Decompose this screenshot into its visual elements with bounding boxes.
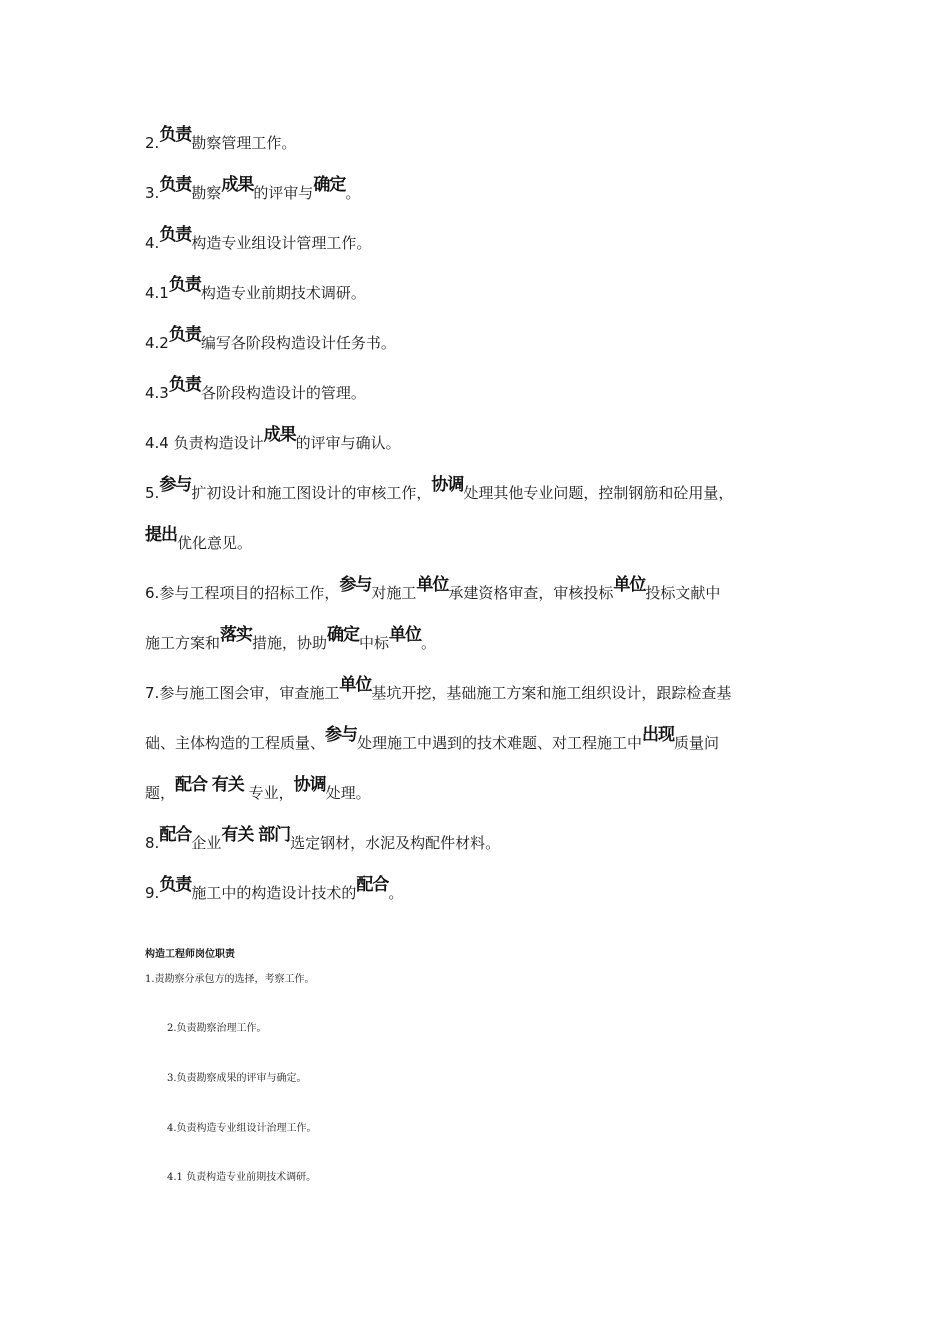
item-number: 7. <box>145 684 160 702</box>
highlight-term: 负责 <box>159 175 192 195</box>
item-text: 。 <box>421 634 437 652</box>
highlight-term: 单位 <box>389 625 422 645</box>
highlight-term: 有关 <box>221 825 254 845</box>
item-number: 6. <box>145 584 160 602</box>
duty-line-4-4 <box>145 425 810 453</box>
highlight-term: 配合 <box>356 875 389 895</box>
duty-line-4-3 <box>145 375 810 403</box>
duty-line-9 <box>145 875 810 903</box>
item-number: 4.3 <box>145 384 169 402</box>
section-title: 构造工程师岗位职责 <box>145 949 235 960</box>
highlight-term: 负责 <box>168 375 201 395</box>
item-number: 4.4 <box>145 434 169 452</box>
duty-line-5 <box>145 475 810 503</box>
item-text: 的评审与确认。 <box>295 434 401 452</box>
item-text: 各阶段构造设计的管理。 <box>200 384 366 402</box>
duty-line-5-cont <box>145 525 810 553</box>
item-text: 构造专业前期技术调研。 <box>200 284 366 302</box>
duty-line-4 <box>145 225 810 253</box>
section-item: 1.责勘察分承包方的选择，考察工作。 <box>145 974 315 985</box>
highlight-term: 参与 <box>325 725 358 745</box>
duty-line-7-cont2 <box>145 775 810 803</box>
item-number: 2. <box>145 134 160 152</box>
duty-line-6-cont <box>145 625 810 653</box>
duty-line-6 <box>145 575 810 603</box>
highlight-term: 配合 <box>159 825 192 845</box>
highlight-term: 单位 <box>613 575 646 595</box>
highlight-term: 落实 <box>220 625 253 645</box>
highlight-term: 负责 <box>168 275 201 295</box>
highlight-term: 协调 <box>431 475 464 495</box>
duty-line-7-cont <box>145 725 810 753</box>
duty-line-4-1 <box>145 275 810 303</box>
duty-line-4-2 <box>145 325 810 353</box>
highlight-term: 有关 <box>211 775 244 795</box>
highlight-term: 配合 <box>175 775 208 795</box>
item-text: 选定钢材，水泥及构配件材料。 <box>290 834 501 852</box>
highlight-term: 确定 <box>327 625 360 645</box>
highlight-term: 协调 <box>293 775 326 795</box>
highlight-term: 提出 <box>145 525 177 545</box>
item-text: 承建资格审查，审核投标 <box>448 584 614 602</box>
highlight-term: 负责 <box>159 125 192 145</box>
duty-line-3 <box>145 175 810 203</box>
highlight-term: 负责 <box>159 875 192 895</box>
item-number: 8. <box>145 834 160 852</box>
item-text: 负责构造设计 <box>168 434 264 452</box>
item-number: 4. <box>145 234 160 252</box>
item-text: 编写各阶段构造设计任务书。 <box>200 334 396 352</box>
item-number: 3. <box>145 184 160 202</box>
item-text: 。 <box>388 884 404 902</box>
item-text: 。 <box>345 184 361 202</box>
section-item: 4.负责构造专业组设计治理工作。 <box>167 1123 317 1134</box>
item-text: 构造专业组设计管理工作。 <box>191 234 372 252</box>
highlight-term: 部门 <box>258 825 291 845</box>
duty-line-7 <box>145 675 810 703</box>
item-text: 勘察管理工作。 <box>191 134 297 152</box>
highlight-term: 负责 <box>159 225 192 245</box>
item-text: 参与施工图会审，审查施工 <box>159 684 340 702</box>
item-text: 投标文献中 <box>645 584 721 602</box>
item-text: 措施，协助 <box>252 634 328 652</box>
item-text: 优化意见。 <box>177 534 253 552</box>
item-text: 中标 <box>359 634 390 652</box>
highlight-term: 负责 <box>168 325 201 345</box>
highlight-term: 单位 <box>339 675 372 695</box>
item-text: 质量问 <box>674 734 720 752</box>
highlight-term: 单位 <box>416 575 449 595</box>
item-text: 施工方案和 <box>145 634 221 652</box>
highlight-term: 成果 <box>263 425 296 445</box>
item-text: 础、主体构造的工程质量、 <box>145 734 326 752</box>
highlight-term: 出现 <box>642 725 675 745</box>
duty-line-8 <box>145 825 810 853</box>
item-text: 扩初设计和施工图设计的审核工作， <box>191 484 432 502</box>
item-number: 4.2 <box>145 334 169 352</box>
highlight-term: 确定 <box>313 175 346 195</box>
item-text: 处理其他专业问题，控制钢筋和砼用量， <box>463 484 734 502</box>
item-number: 4.1 <box>145 284 169 302</box>
item-text: 的评审与 <box>253 184 314 202</box>
highlight-term: 参与 <box>339 575 372 595</box>
section-item: 4.1 负责构造专业前期技术调研。 <box>167 1172 317 1183</box>
highlight-term: 参与 <box>159 475 192 495</box>
item-text: 处理施工中遇到的技术难题、对工程施工中 <box>357 734 643 752</box>
item-text: 基坑开挖，基础施工方案和施工组织设计，跟踪检查基 <box>371 684 732 702</box>
item-text: 对施工 <box>371 584 417 602</box>
item-number: 5. <box>145 484 160 502</box>
item-text: 题， <box>145 784 176 802</box>
highlight-term: 成果 <box>221 175 254 195</box>
item-text: 专业， <box>243 784 294 802</box>
item-text: 施工中的构造设计技术的 <box>191 884 357 902</box>
duty-line-2 <box>145 125 810 153</box>
section-item: 3.负责勘察成果的评审与确定。 <box>167 1073 307 1084</box>
item-text: 参与工程项目的招标工作， <box>159 584 340 602</box>
item-text: 企业 <box>191 834 222 852</box>
section-item: 2.负责勘察治理工作。 <box>167 1023 267 1034</box>
item-number: 9. <box>145 884 160 902</box>
item-text: 处理。 <box>325 784 371 802</box>
item-text: 勘察 <box>191 184 222 202</box>
